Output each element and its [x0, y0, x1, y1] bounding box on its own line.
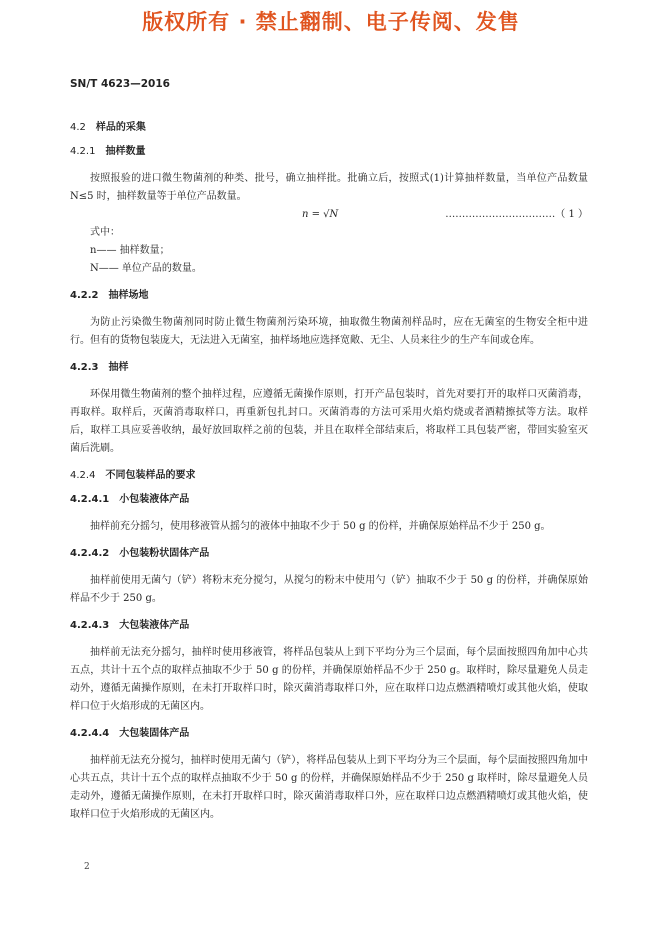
section-heading-4-2-4-3 — [70, 614, 588, 638]
section-title: 小包装粉状固体产品 — [119, 548, 210, 559]
section-title: 大包装固体产品 — [119, 728, 190, 739]
section-title: 抽样场地 — [108, 290, 149, 301]
standard-code: SN/T 4623—2016 — [70, 78, 170, 90]
section-heading-4-2 — [70, 116, 588, 140]
section-title: 不同包装样品的要求 — [105, 470, 196, 481]
section-number: 4.2.3 — [70, 362, 99, 373]
section-title: 样品的采集 — [95, 122, 146, 133]
formula-row — [70, 206, 588, 224]
copyright-watermark: 版权所有 · 禁止翻制、电子传阅、发售 — [142, 10, 520, 34]
paragraph: 抽样前无法充分摇匀，抽样时使用移液管，将样品包装从上到下平均分为三个层面，每个层面按照四角加中心共五点，共计十五个点的取样点抽取不少于 50 g 的份样，并确保原始样品不少于 250 g。取样时，除尽量避免人员走动外，遵循无菌操作原则，在未打开取样口时，除灭菌消毒取样口外，应在取样口边点燃酒精喷灯或其他火焰，使取样口位于火焰形成的无菌区内。 — [70, 647, 588, 712]
formula-reference: ……………………………（ 1 ） — [445, 209, 588, 220]
section-number: 4.2.4.2 — [70, 548, 110, 559]
section-heading-4-2-1 — [70, 140, 588, 164]
where-label: 式中： — [90, 227, 120, 238]
formula: n = √N — [302, 209, 339, 220]
section-number: 4.2.4 — [70, 470, 96, 481]
paragraph: 按照报验的进口微生物菌剂的种类、批号，确立抽样批。批确立后，按照式(1)计算抽样数量，当单位产品数量 N≤5 时，抽样数量等于单位产品数量。 — [70, 173, 588, 202]
section-number: 4.2.4.1 — [70, 494, 110, 505]
document-body — [70, 116, 588, 824]
section-title: 大包装液体产品 — [119, 620, 190, 631]
paragraph: 为防止污染微生物菌剂同时防止微生物菌剂污染环境，抽取微生物菌剂样品时，应在无菌室的生物安全柜中进行。但有的货物包装庞大，无法进入无菌室，抽样场地应选择宽敞、无尘、人员来往少的生产车间或仓库。 — [70, 317, 588, 346]
section-number: 4.2.2 — [70, 290, 99, 301]
section-title: 抽样 — [108, 362, 129, 373]
section-heading-4-2-2 — [70, 284, 588, 308]
section-heading-4-2-4-4 — [70, 722, 588, 746]
section-number: 4.2.4.4 — [70, 728, 110, 739]
section-number: 4.2 — [70, 122, 86, 133]
paragraph: 抽样前充分摇匀，使用移液管从摇匀的液体中抽取不少于 50 g 的份样，并确保原始样品不少于 250 g。 — [90, 521, 551, 532]
section-title: 抽样数量 — [105, 146, 146, 157]
paragraph: 抽样前使用无菌勺（铲）将粉末充分搅匀，从搅匀的粉末中使用勺（铲）抽取不少于 50 g 的份样，并确保原始样品不少于 250 g。 — [70, 575, 588, 604]
page-number: 2 — [84, 862, 90, 872]
section-heading-4-2-4-1 — [70, 488, 588, 512]
section-heading-4-2-3 — [70, 356, 588, 380]
section-title: 小包装液体产品 — [119, 494, 190, 505]
where-N: N—— 单位产品的数量。 — [90, 263, 202, 274]
section-heading-4-2-4-2 — [70, 542, 588, 566]
paragraph: 环保用微生物菌剂的整个抽样过程，应遵循无菌操作原则，打开产品包装时，首先对要打开的取样口灭菌消毒，再取样。取样后，灭菌消毒取样口，再重新包扎封口。灭菌消毒的方法可采用火焰灼烧或者酒精擦拭等方法。取样后，取样工具应妥善收纳，最好放回取样之前的包装，并且在取样全部结束后，将取样工具包装严密，带回实验室灭菌后洗刷。 — [70, 389, 588, 454]
where-n: n—— 抽样数量； — [90, 245, 170, 256]
section-number: 4.2.4.3 — [70, 620, 110, 631]
paragraph: 抽样前无法充分搅匀，抽样时使用无菌勺（铲），将样品包装从上到下平均分为三个层面，每个层面按照四角加中心共五点，共计十五个点的取样点抽取不少于 50 g 的份样，并确保原始样品不少于 250 g 取样时，除尽量避免人员走动外，遵循无菌操作原则，在未打开取样口时，除灭菌消毒取样口外，应在取样口边点燃酒精喷灯或其他火焰，使取样口位于火焰形成的无菌区内。 — [70, 755, 588, 820]
section-number: 4.2.1 — [70, 146, 96, 157]
section-heading-4-2-4 — [70, 464, 588, 488]
